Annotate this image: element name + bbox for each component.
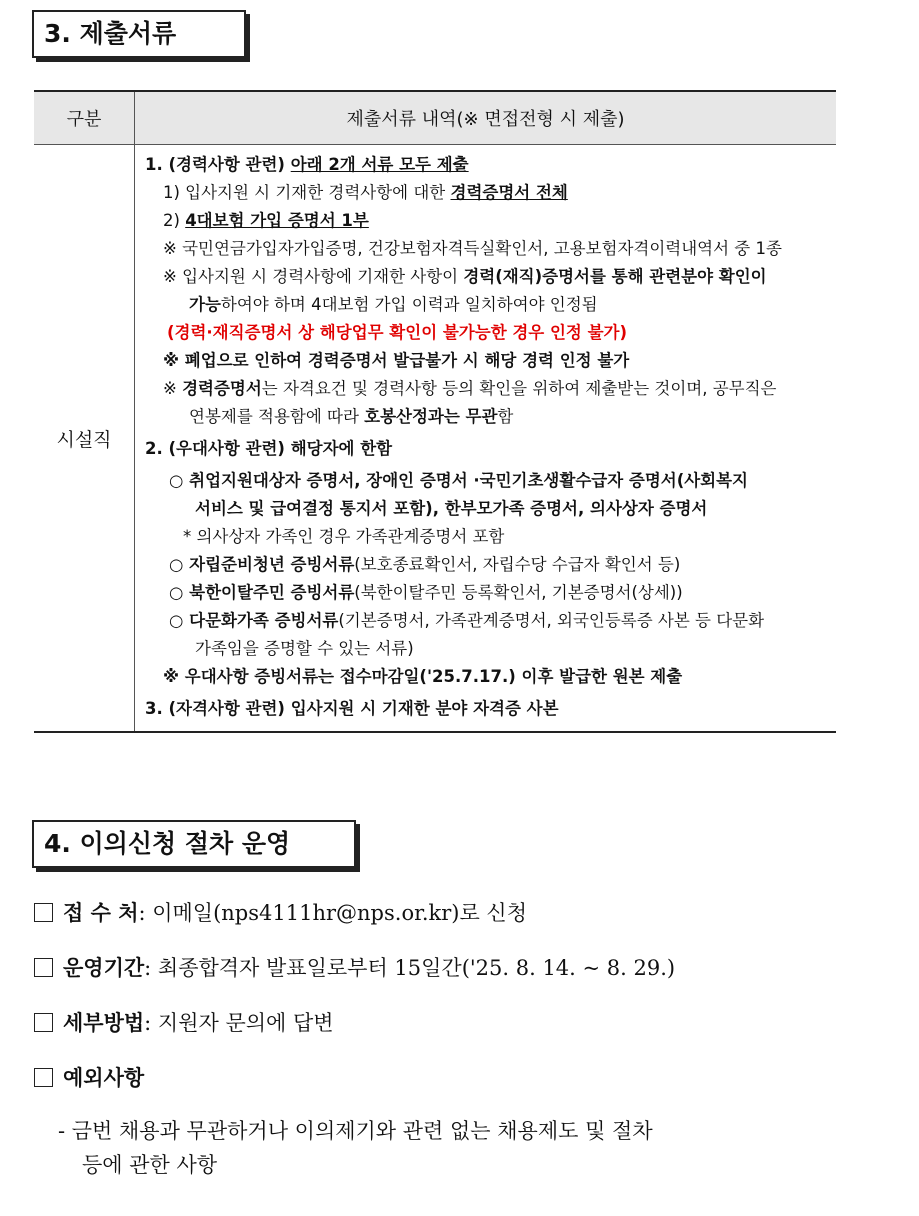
item1-sub2-emphasis: 4대보험 가입 증명서 1부 — [185, 211, 369, 230]
list-item — [34, 890, 864, 945]
checkbox-square-icon — [34, 958, 53, 977]
row-text: : 최종합격자 발표일로부터 15일간('25. 8. 14. ~ 8. 29.) — [144, 956, 676, 980]
item1-note4-mark: ※ — [163, 379, 183, 398]
item1-sub1-text: 1) 입사지원 시 기재한 경력사항에 대한 — [163, 183, 451, 202]
item2-option3 — [145, 579, 830, 607]
item2-option3-label: ○ 북한이탈주민 증빙서류 — [169, 583, 355, 602]
list-item — [34, 945, 864, 1000]
item1-note2-emphasis: 경력(재직)증명서를 통해 관련분야 확인이 — [463, 267, 767, 286]
list-item — [34, 1000, 864, 1055]
exception-line-2: 등에 관한 사항 — [82, 1153, 218, 1177]
item2-option2 — [145, 551, 830, 579]
row-label: 예외사항 — [63, 1065, 145, 1090]
details-header: 제출서류 내역(※ 면접전형 시 제출) — [135, 91, 837, 145]
item1-note4-text: 는 자격요건 및 경력사항 등의 확인을 위하여 제출받는 것이며, 공무직은 — [261, 379, 777, 398]
item1-sub1-emphasis: 경력증명서 전체 — [450, 183, 568, 202]
objection-procedure — [34, 890, 864, 1182]
item1-heading-prefix: 1. (경력사항 관련) — [145, 155, 291, 174]
item2-option1-note: * 의사상자 가족인 경우 가족관계증명서 포함 — [183, 527, 505, 546]
row-label: 접 수 처 — [63, 900, 139, 925]
item1-note2-text: ※ 입사지원 시 경력사항에 기재한 사항이 — [163, 267, 464, 286]
item1-sub2-number: 2) — [163, 211, 186, 230]
exception-line-1: - 금번 채용과 무관하거나 이의제기와 관련 없는 채용제도 및 절차 — [58, 1119, 653, 1143]
category-header: 구분 — [34, 91, 135, 145]
details-cell — [135, 145, 837, 733]
item3-heading: 3. (자격사항 관련) 입사지원 시 기재한 분야 자격증 사본 — [145, 699, 559, 718]
item1-note3: ※ 폐업으로 인하여 경력증명서 발급불가 시 해당 경력 인정 불가 — [163, 351, 630, 370]
item1-heading-emphasis: 아래 2개 서류 모두 제출 — [290, 155, 469, 174]
checkbox-square-icon — [34, 1013, 53, 1032]
item2-option2-text: (보호종료확인서, 자립수당 수급자 확인서 등) — [354, 555, 681, 574]
item1-note4-cont — [145, 403, 830, 431]
section-4-title: 4. 이의신청 절차 운영 — [32, 820, 356, 868]
checkbox-square-icon — [34, 1068, 53, 1087]
item2-option4-text: (기본증명서, 가족관계증명서, 외국인등록증 사본 등 다문화 — [338, 611, 765, 630]
item2-option4-cont: 가족임을 증명할 수 있는 서류) — [195, 639, 414, 658]
row-text: : 이메일(nps4111hr@nps.or.kr)로 신청 — [138, 901, 527, 925]
row-label: 운영기간 — [63, 955, 145, 980]
section-3-title: 3. 제출서류 — [32, 10, 246, 58]
item1-note2-cont-emphasis: 가능 — [189, 295, 221, 314]
item1-note4-cont-text: 연봉제를 적용함에 따라 — [189, 407, 365, 426]
item1-sub2 — [145, 207, 830, 235]
item1-note1: ※ 국민연금가입자가입증명, 건강보험자격득실확인서, 고용보험자격이력내역서 중 1종 — [163, 239, 782, 258]
documents-table — [34, 90, 836, 733]
item2-option1-cont: 서비스 및 급여결정 통지서 포함), 한부모가족 증명서, 의사상자 증명서 — [195, 499, 708, 518]
table-header-row — [34, 91, 836, 145]
item2-option2-label: ○ 자립준비청년 증빙서류 — [169, 555, 355, 574]
item2-option4 — [145, 607, 830, 635]
item1-note2-cont-text: 하여야 하며 4대보험 가입 이력과 일치하여야 인정됨 — [220, 295, 598, 314]
row-text: : 지원자 문의에 답변 — [144, 1011, 334, 1035]
item1-note2-cont — [145, 291, 830, 319]
checkbox-square-icon — [34, 903, 53, 922]
item2-option4-label: ○ 다문화가족 증빙서류 — [169, 611, 339, 630]
item1-note4-cont-emphasis: 호봉산정과는 무관 — [364, 407, 498, 426]
item2-option1: ○ 취업지원대상자 증명서, 장애인 증명서 ·국민기초생활수급자 증명서(사회복지 — [169, 471, 748, 490]
row-label: 세부방법 — [63, 1010, 145, 1035]
item1-note4-emphasis: 경력증명서 — [182, 379, 262, 398]
item2-heading: 2. (우대사항 관련) 해당자에 한함 — [145, 439, 393, 458]
category-cell: 시설직 — [34, 145, 135, 733]
item2-option3-text: (북한이탈주민 등록확인서, 기본증명서(상세)) — [354, 583, 683, 602]
item1-heading — [145, 151, 830, 179]
item2-note: ※ 우대사항 증빙서류는 접수마감일('25.7.17.) 이후 발급한 원본 제출 — [163, 667, 683, 686]
item1-note4-cont-end: 함 — [497, 407, 514, 426]
list-item — [34, 1055, 864, 1110]
table-row — [34, 145, 836, 733]
item1-red-warning: (경력·재직증명서 상 해당업무 확인이 불가능한 경우 인정 불가) — [167, 323, 628, 342]
item1-sub1 — [145, 179, 830, 207]
item1-note2 — [145, 263, 830, 291]
item1-note4 — [145, 375, 830, 403]
